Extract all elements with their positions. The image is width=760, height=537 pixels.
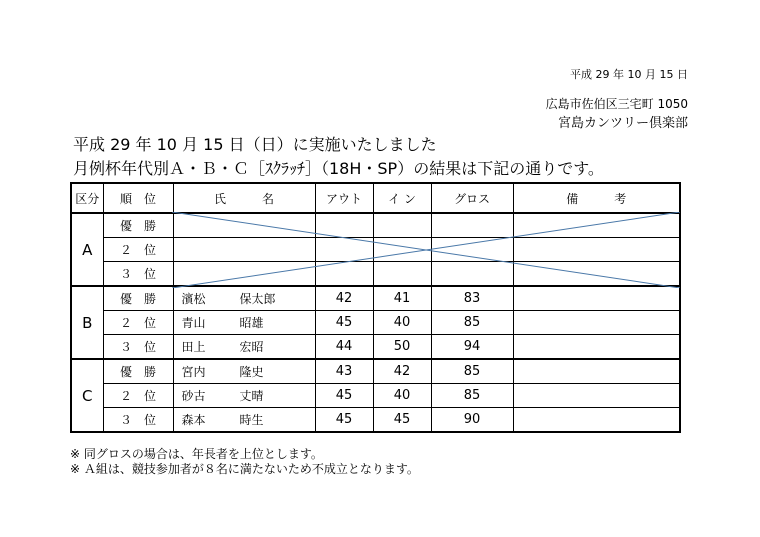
table-row: [71, 213, 680, 238]
out-cell: 45: [315, 384, 373, 408]
name-cell: [173, 213, 315, 238]
rank-cell: 優 勝: [103, 359, 173, 384]
remarks-cell: [513, 384, 680, 408]
gross-cell: [431, 213, 513, 238]
gross-cell: [431, 262, 513, 287]
last-name: 砂古: [181, 389, 206, 403]
rank-cell: ２ 位: [103, 384, 173, 408]
last-name: 田上: [181, 340, 206, 354]
header-row: [71, 183, 680, 213]
address-line: 広島市佐伯区三宅町 1050: [545, 97, 688, 111]
header-in: イ ン: [373, 183, 431, 213]
rank-cell: 優 勝: [103, 213, 173, 238]
group-label-c: C: [71, 359, 103, 432]
out-cell: [315, 238, 373, 262]
group-label-b: B: [71, 286, 103, 359]
remarks-cell: [513, 335, 680, 360]
out-cell: 42: [315, 286, 373, 311]
remarks-cell: [513, 359, 680, 384]
name-cell: [173, 408, 315, 433]
header-remarks: 備 考: [513, 183, 680, 213]
out-cell: [315, 213, 373, 238]
header-name: 氏 名: [173, 183, 315, 213]
in-cell: 45: [373, 408, 431, 433]
remarks-cell: [513, 238, 680, 262]
name-cell: [173, 384, 315, 408]
out-cell: 43: [315, 359, 373, 384]
gross-cell: [431, 238, 513, 262]
last-name: 青山: [181, 316, 206, 330]
last-name: 濱松: [181, 292, 206, 306]
rank-cell: 優 勝: [103, 286, 173, 311]
remarks-cell: [513, 311, 680, 335]
rank-cell: ３ 位: [103, 262, 173, 287]
results-table: [70, 182, 681, 433]
gross-cell: 83: [431, 286, 513, 311]
in-cell: [373, 238, 431, 262]
header-out: アウト: [315, 183, 373, 213]
gross-cell: 85: [431, 359, 513, 384]
first-name: 保太郎: [239, 292, 276, 306]
out-cell: [315, 262, 373, 287]
gross-cell: 90: [431, 408, 513, 433]
gross-cell: 85: [431, 311, 513, 335]
title-line-1: 平成 29 年 10 月 15 日（日）に実施いたしました: [73, 135, 437, 154]
in-cell: 41: [373, 286, 431, 311]
out-cell: 45: [315, 408, 373, 433]
table-row: [71, 359, 680, 384]
in-cell: 50: [373, 335, 431, 360]
first-name: 隆史: [239, 365, 264, 379]
table-row: [71, 262, 680, 287]
in-cell: 40: [373, 384, 431, 408]
footnote-1: ※ 同グロスの場合は、年長者を上位とします。: [70, 447, 323, 461]
table-row: [71, 286, 680, 311]
rank-cell: ３ 位: [103, 408, 173, 433]
remarks-cell: [513, 262, 680, 287]
footnote-2: ※ Ａ組は、競技参加者が８名に満たないため不成立となります。: [70, 462, 419, 476]
header-rank: 順 位: [103, 183, 173, 213]
first-name: 昭雄: [239, 316, 264, 330]
group-label-a: A: [71, 213, 103, 286]
last-name: 宮内: [181, 365, 206, 379]
remarks-cell: [513, 286, 680, 311]
table-row: [71, 311, 680, 335]
club-name: 宮島カンツリー倶楽部: [557, 116, 688, 131]
in-cell: 40: [373, 311, 431, 335]
in-cell: [373, 262, 431, 287]
last-name: 森本: [181, 413, 206, 427]
first-name: 時生: [239, 413, 264, 427]
header-division: 区分: [71, 183, 103, 213]
first-name: 丈晴: [239, 389, 264, 403]
out-cell: 44: [315, 335, 373, 360]
remarks-cell: [513, 408, 680, 433]
name-cell: [173, 311, 315, 335]
table-row: [71, 335, 680, 360]
in-cell: [373, 213, 431, 238]
name-cell: [173, 335, 315, 360]
name-cell: [173, 359, 315, 384]
gross-cell: 85: [431, 384, 513, 408]
table-row: [71, 408, 680, 433]
out-cell: 45: [315, 311, 373, 335]
name-cell: [173, 262, 315, 287]
gross-cell: 94: [431, 335, 513, 360]
title-line-2: 月例杯年代別Ａ・Ｂ・Ｃ［ｽｸﾗｯﾁ］（18H・SP）の結果は下記の通りです。: [73, 159, 604, 178]
table-row: [71, 238, 680, 262]
first-name: 宏昭: [239, 340, 264, 354]
date-line: 平成 29 年 10 月 15 日: [570, 68, 688, 81]
rank-cell: ２ 位: [103, 238, 173, 262]
name-cell: [173, 286, 315, 311]
remarks-cell: [513, 213, 680, 238]
header-gross: グロス: [431, 183, 513, 213]
name-cell: [173, 238, 315, 262]
table-row: [71, 384, 680, 408]
rank-cell: ３ 位: [103, 335, 173, 360]
rank-cell: ２ 位: [103, 311, 173, 335]
in-cell: 42: [373, 359, 431, 384]
